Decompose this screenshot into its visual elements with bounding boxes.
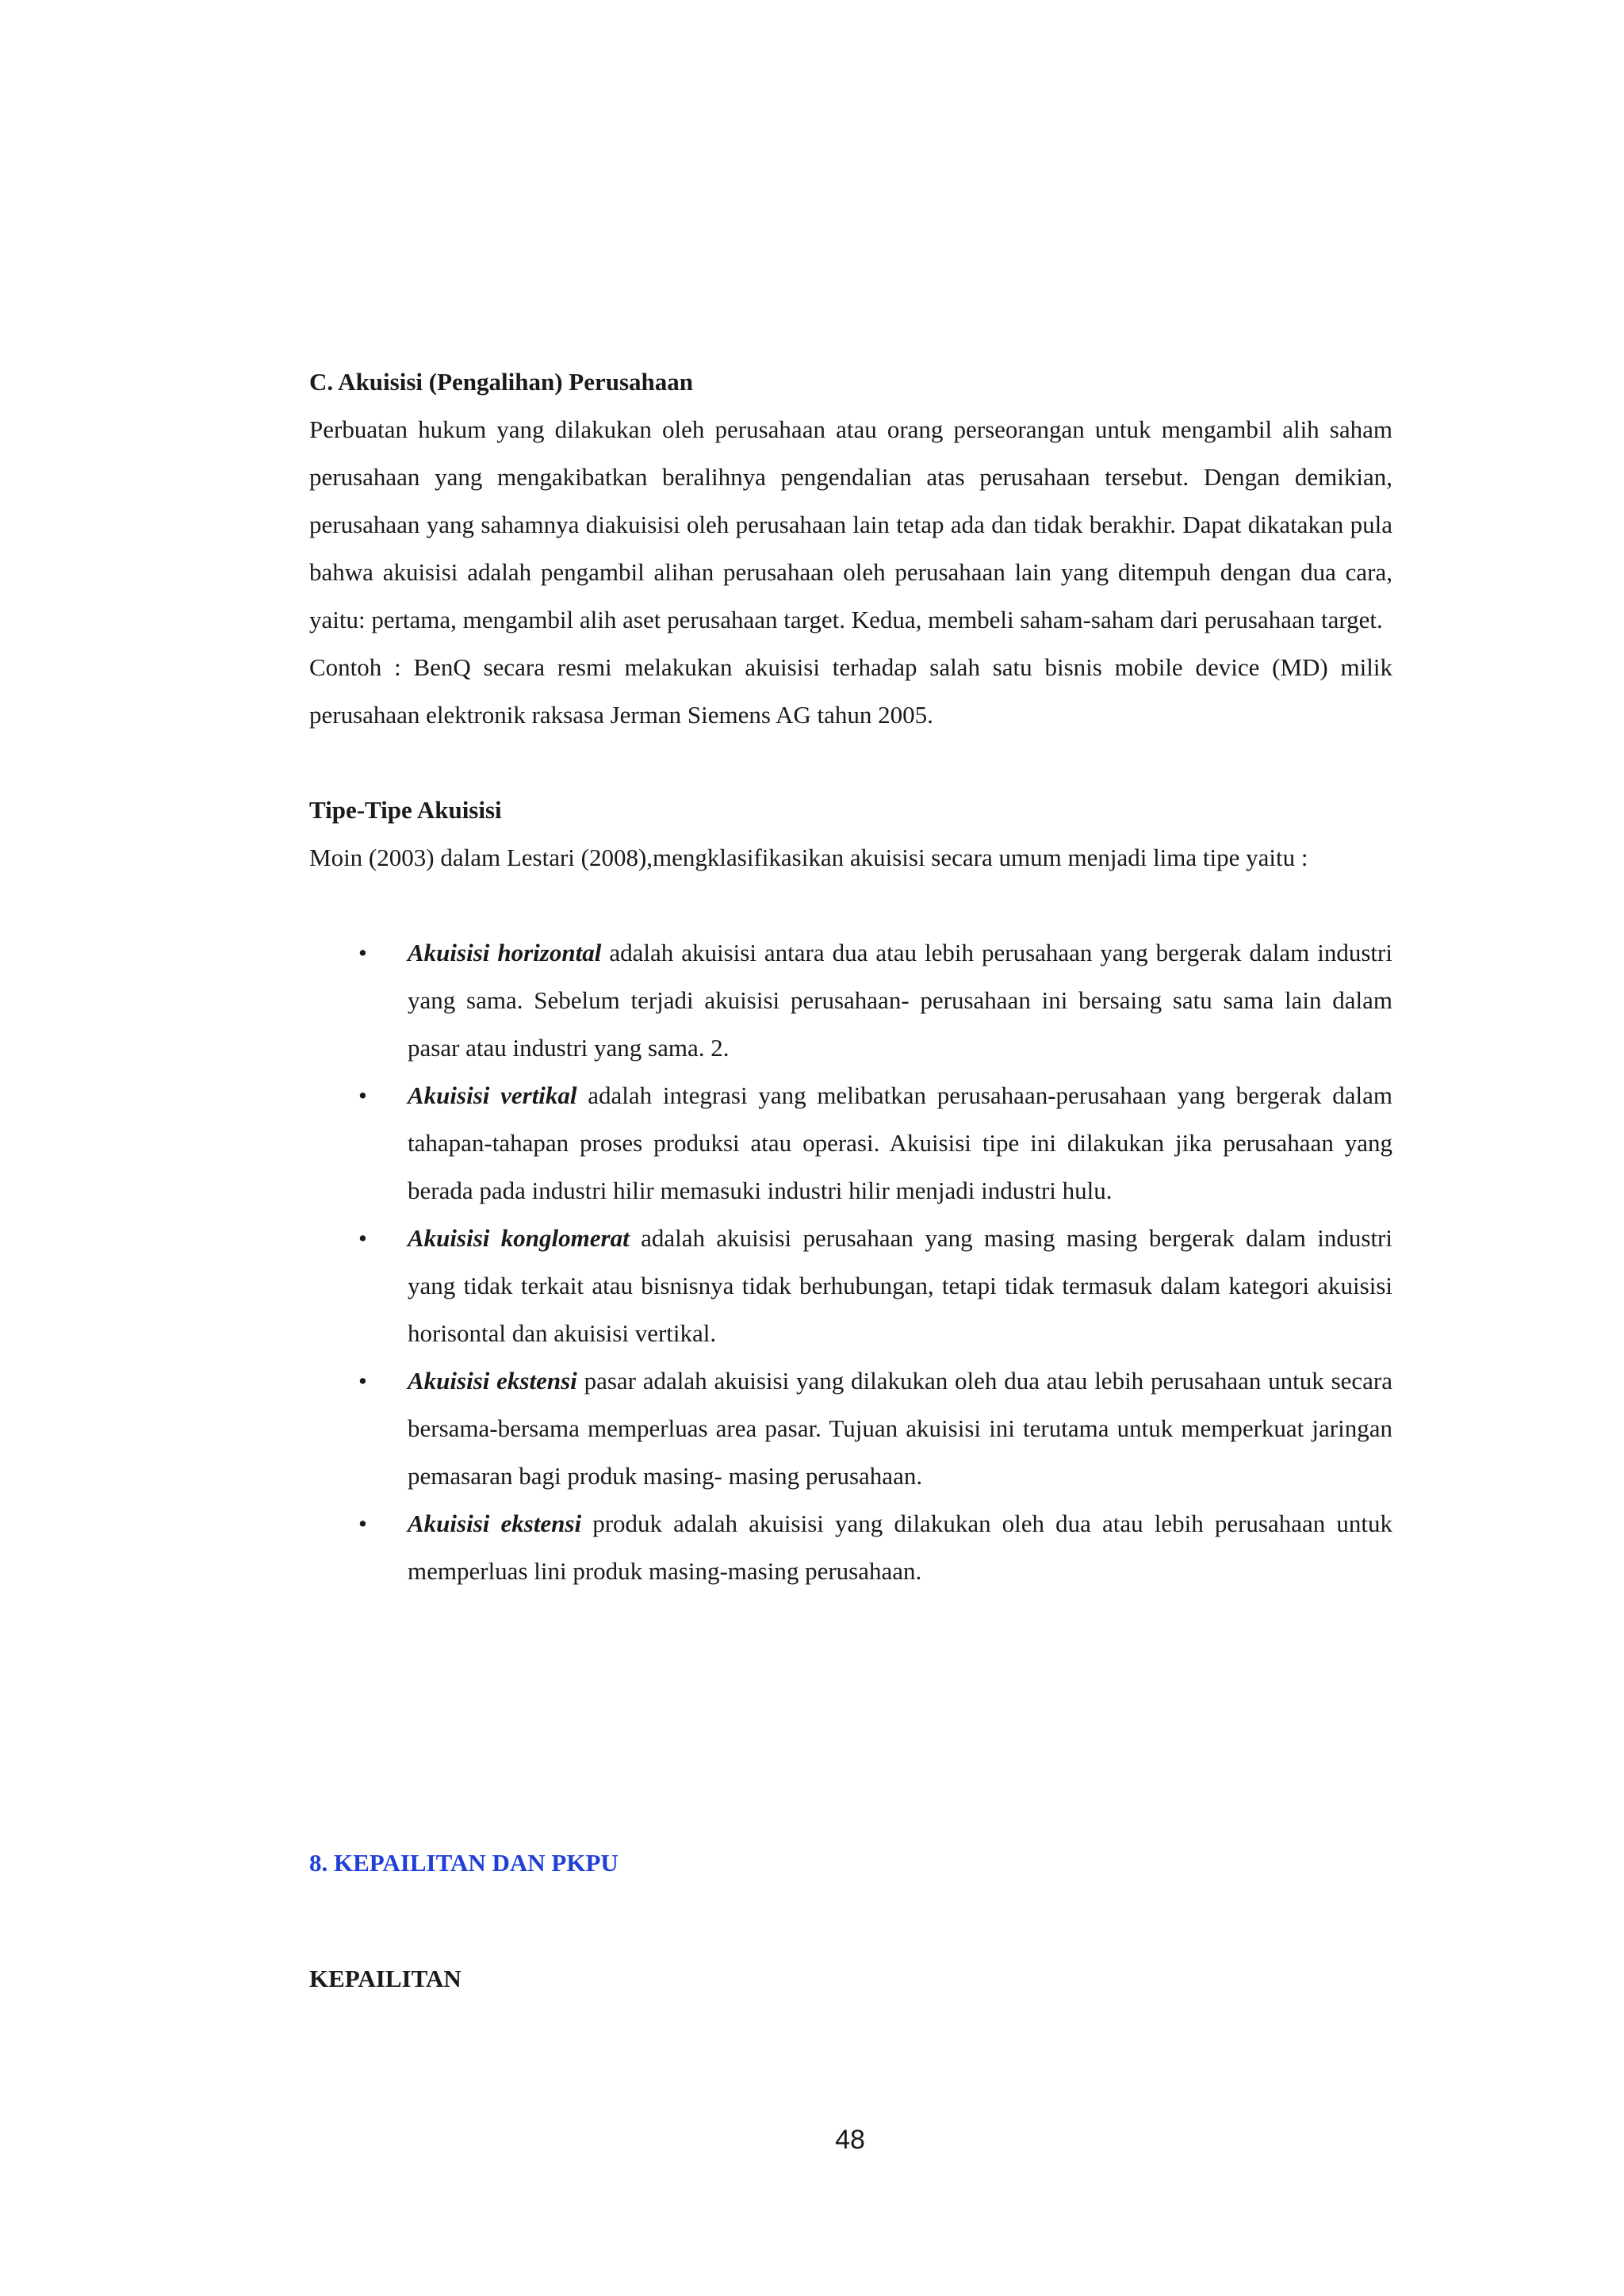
list-item (309, 1072, 1392, 1215)
kepailitan-title: KEPAILITAN (309, 1965, 462, 1992)
tipe-title: Tipe-Tipe Akuisisi (309, 796, 502, 824)
bullet-icon: • (358, 939, 367, 966)
list-item (309, 1357, 1392, 1500)
bullet-icon: • (358, 1367, 367, 1395)
section-8-title: 8. KEPAILITAN DAN PKPU (309, 1849, 619, 1877)
tipe-intro: Moin (2003) dalam Lestari (2008),mengklasifikasikan akuisisi secara umum menjadi lima tipe yaitu : (309, 844, 1308, 871)
item-text: adalah akuisisi perusahaan yang masing masing bergerak dalam industri yang tidak terkait atau bisnisnya tidak berhubungan, tetapi tidak termasuk dalam kategori akuisisi horisontal dan akuisisi vertikal. (408, 1224, 1392, 1347)
item-term: Akuisisi ekstensi (408, 1510, 582, 1537)
item-term: Akuisisi ekstensi (408, 1367, 577, 1395)
item-text: adalah integrasi yang melibatkan perusahaan-perusahaan yang bergerak dalam tahapan-tahapan proses produksi atau operasi. Akuisisi tipe ini dilakukan jika perusahaan yang berada pada industri hilir memasuki industri hilir menjadi industri hulu. (408, 1081, 1392, 1204)
section-c-paragraph: Perbuatan hukum yang dilakukan oleh perusahaan atau orang perseorangan untuk mengambil alih saham perusahaan yang mengakibatkan beralihnya pengendalian atas perusahaan tersebut. Dengan demikian, perusahaan yang sahamnya diakuisisi oleh perusahaan lain tetap ada dan tidak berakhir. Dapat dikatakan pula bahwa akuisisi adalah pengambil alihan perusahaan oleh perusahaan lain yang ditempuh dengan dua cara, yaitu: pertama, mengambil alih aset perusahaan target. Kedua, membeli saham-saham dari perusahaan target. (309, 415, 1392, 633)
item-term: Akuisisi vertikal (408, 1081, 577, 1109)
item-term: Akuisisi horizontal (408, 939, 602, 966)
list-item (309, 1215, 1392, 1357)
item-text: adalah akuisisi antara dua atau lebih perusahaan yang bergerak dalam industri yang sama. Sebelum terjadi akuisisi perusahaan- perusahaan ini bersaing satu sama lain dalam pasar atau industri yang sama. 2. (408, 939, 1392, 1062)
item-term: Akuisisi konglomerat (408, 1224, 630, 1252)
spacer (309, 739, 1392, 786)
acquisition-types-list (309, 929, 1392, 1595)
bullet-icon: • (358, 1510, 367, 1537)
item-text: pasar adalah akuisisi yang dilakukan oleh dua atau lebih perusahaan untuk secara bersama-bersama memperluas area pasar. Tujuan akuisisi ini terutama untuk memperkuat jaringan pemasaran bagi produk masing- masing perusahaan. (408, 1367, 1393, 1490)
section-c-title: C. Akuisisi (Pengalihan) Perusahaan (309, 368, 694, 396)
page-number: 48 (835, 2125, 865, 2155)
list-item (309, 929, 1392, 1072)
item-text: produk adalah akuisisi yang dilakukan oleh dua atau lebih perusahaan untuk memperluas lini produk masing-masing perusahaan. (408, 1510, 1392, 1585)
list-item (309, 1500, 1392, 1595)
bullet-icon: • (358, 1081, 367, 1109)
document-body (309, 358, 1392, 1595)
bullet-icon: • (358, 1224, 367, 1252)
section-c-example: Contoh : BenQ secara resmi melakukan akuisisi terhadap salah satu bisnis mobile device (MD) milik perusahaan elektronik raksasa Jerman Siemens AG tahun 2005. (309, 653, 1392, 729)
